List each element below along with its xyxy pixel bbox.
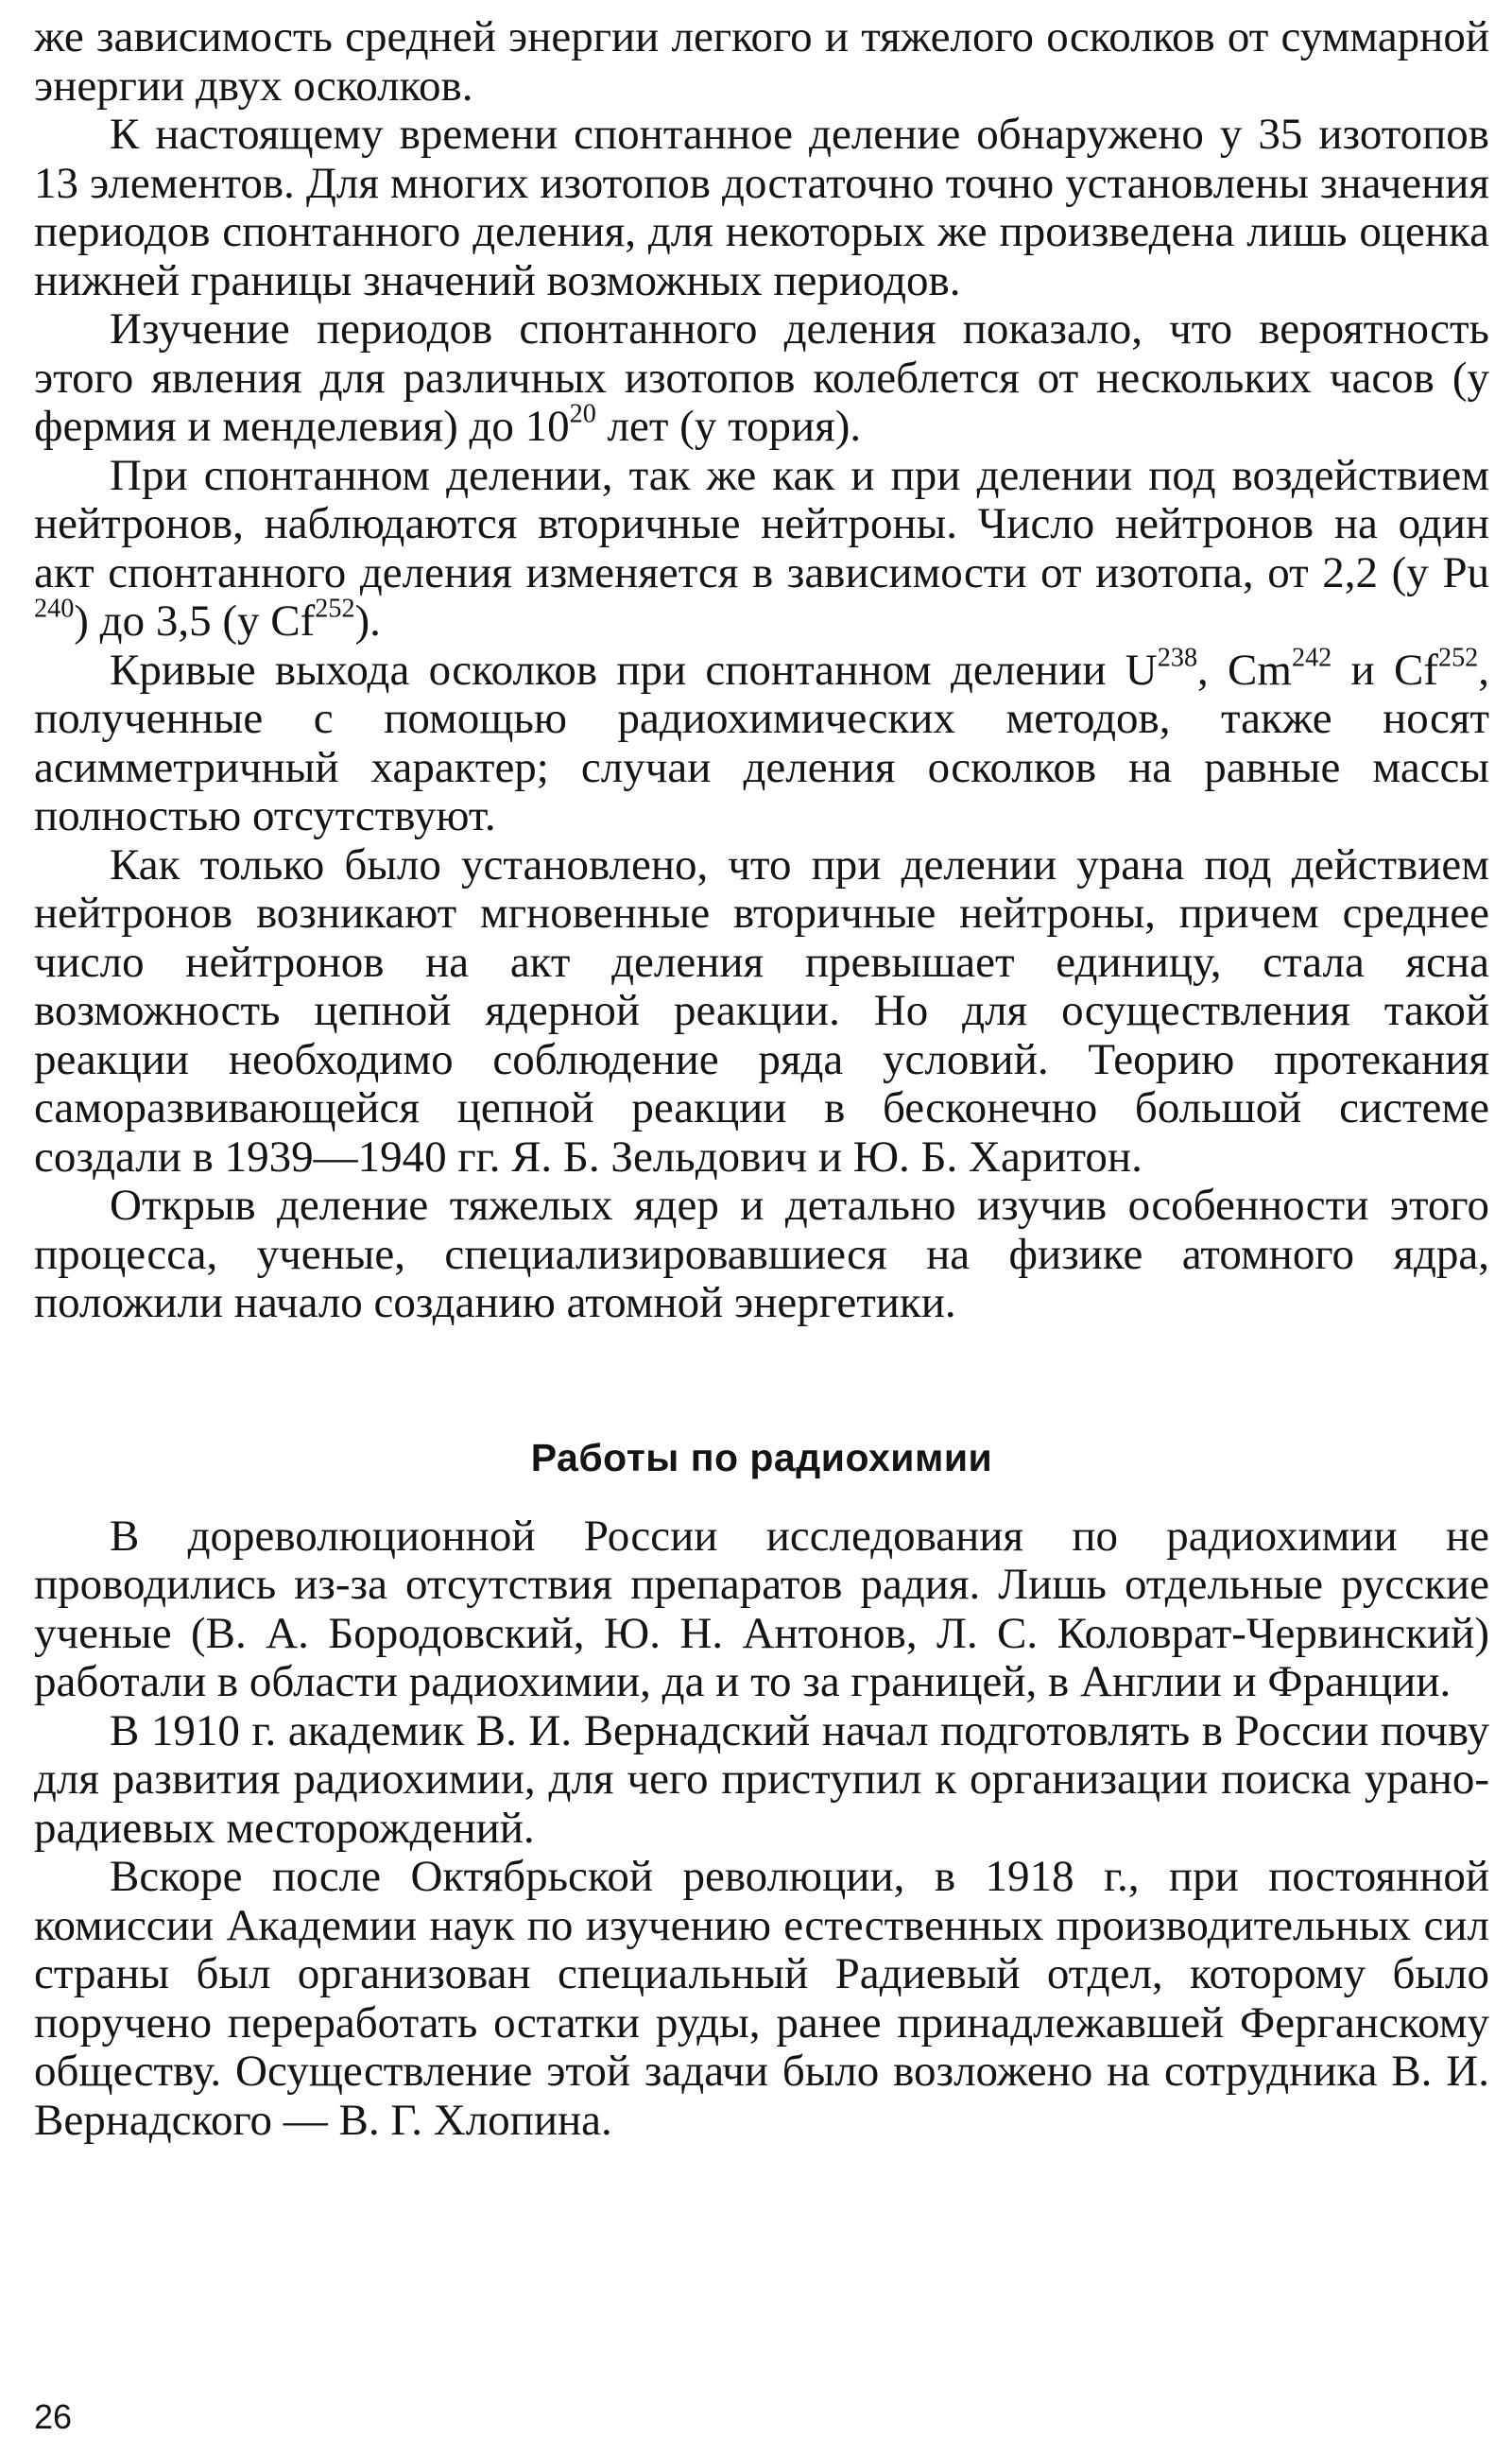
paragraph-yield-curves: Кривые выхода осколков при спонтанном делении $U^{238}$, Cm$^{242}$ и Cf$^{252}$, полученные с помощью радиохимических методов, также носят асимметричный характер; случаи деления осколков на равные массы полностью отсутствуют. xyxy=(34,642,1489,840)
paragraph-chain-reaction: Как только было установлено, что при делении урана под действием нейтронов возникают мгновенные вторичные нейтроны, причем среднее число нейтронов на акт деления превышает единицу, стала ясна возможность цепной ядерной реакции. Но для осуществления такой реакции необходимо соблюдение ряда условий. Теорию протекания саморазвивающейся цепной реакции в бесконечно большой системе создали в 1939—1940 гг. Я. Б. Зельдович и Ю. Б. Харитон. xyxy=(34,839,1489,1182)
paragraph-prerevolution-radiochemistry: В дореволюционной России исследования по радиохимии не проводились из-за отсутствия препаратов радия. Лишь отдельные русские ученые (В. А. Бородовский, Ю. Н. Антонов, Л. С. Коловрат-Червинский) работали в области радиохимии, да и то за границей, в Англии и Франции. xyxy=(34,1511,1489,1706)
page-content xyxy=(34,13,1489,2145)
paragraph-atomic-energy: Открыв деление тяжелых ядер и детально изучив особенности этого процесса, ученые, специализировавшиеся на физике атомного ядра, положили начало созданию атомной энергетики. xyxy=(34,1181,1489,1327)
paragraph-radium-department: Вскоре после Октябрьской революции, в 1918 г., при постоянной комиссии Академии наук по изучению естественных производительных сил страны был организован специальный Радиевый отдел, которому было поручено переработать остатки руды, ранее принадлежавшей Ферганскому обществу. Осуществление этой задачи было возложено на сотрудника В. И. Вернадского — В. Г. Хлопина. xyxy=(34,1852,1489,2145)
paragraph-continued: же зависимость средней энергии легкого и тяжелого осколков от суммарной энергии двух осколков. xyxy=(34,12,1489,111)
paragraph-secondary-neutrons: При спонтанном делении, так же как и при делении под воздействием нейтронов, наблюдаются вторичные нейтроны. Число нейтронов на один акт спонтанного деления изменяется в зависимости от изотопа, от 2,2 (у Pu $^{240}$) до 3,5 (у Cf$^{252}$). xyxy=(34,450,1489,646)
paragraph-fission-periods: Изучение периодов спонтанного деления показало, что вероятность этого явления для различных изотопов колеблется от нескольких часов (у фермия и менделевия) до $10^{20}$ лет (у тория). xyxy=(34,304,1489,451)
paragraph-vernadsky-1910: В 1910 г. академик В. И. Вернадский начал подготовлять в России почву для развития радиохимии, для чего приступил к организации поиска урано-радиевых месторождений. xyxy=(34,1705,1489,1853)
paragraph-spontaneous-fission-count: К настоящему времени спонтанное деление обнаружено у 35 изотопов 13 элементов. Для многих изотопов достаточно точно установлены значения периодов спонтанного деления, для некоторых же произведена лишь оценка нижней границы значений возможных периодов. xyxy=(34,110,1489,305)
section-heading: Работы по радиохимии xyxy=(530,1435,993,1479)
page-number: 26 xyxy=(34,2397,73,2436)
